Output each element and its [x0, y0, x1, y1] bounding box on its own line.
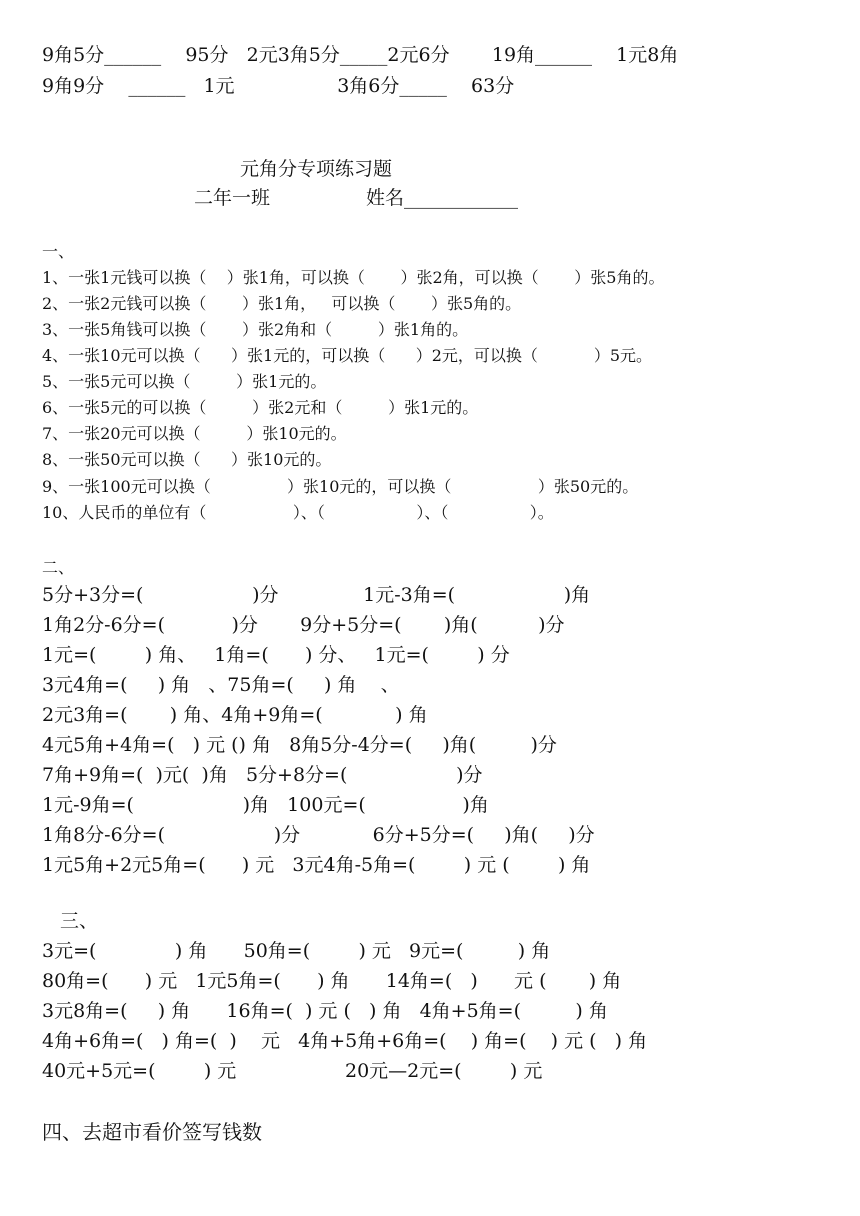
top-line-1: 9角5分______ 95分 2元3角5分_____2元6分 19角______ 1元8角 — [42, 44, 679, 66]
section-one-item: 2、一张2元钱可以换（ ）张1角， 可以换（ ）张5角的。 — [42, 294, 522, 313]
section-one-item: 8、一张50元可以换（ ）张10元的。 — [42, 450, 332, 469]
class-name: 二年一班 — [194, 187, 271, 209]
section-two-item: 7角+9角=( )元( )角 5分+8分=( )分 — [42, 764, 483, 786]
section-four-heading: 四、去超市看价签写钱数 — [42, 1120, 262, 1144]
section-one-item: 1、一张1元钱可以换（ ）张1角，可以换（ ）张2角，可以换（ ）张5角的。 — [42, 268, 665, 287]
section-three-item: 40元+5元=( ) 元 20元—2元=( ) 元 — [42, 1060, 543, 1082]
section-two-heading: 二、 — [42, 558, 75, 577]
section-three-heading: 三、 — [60, 910, 99, 932]
page-title: 元角分专项练习题 — [240, 158, 393, 180]
section-one-item: 9、一张100元可以换（ ）张10元的，可以换（ ）张50元的。 — [42, 477, 639, 496]
section-two-item: 1角8分-6分=( )分 6分+5分=( )角( )分 — [42, 824, 595, 846]
section-two-item: 1元=( ) 角、 1角=( ) 分、 1元=( ) 分 — [42, 644, 510, 666]
section-three-item: 3元8角=( ) 角 16角=( ) 元 ( ) 角 4角+5角=( ) 角 — [42, 1000, 608, 1022]
section-one-heading: 一、 — [42, 242, 75, 261]
section-two-item: 1角2分-6分=( )分 9分+5分=( )角( )分 — [42, 614, 565, 636]
section-one-item: 5、一张5元可以换（ ）张1元的。 — [42, 372, 327, 391]
section-one-item: 10、人民币的单位有（ ）、（ ）、（ ）。 — [42, 503, 554, 522]
section-one-item: 7、一张20元可以换（ ）张10元的。 — [42, 424, 347, 443]
student-name-field: 姓名____________ — [366, 187, 519, 209]
section-two-item: 4元5角+4角=( ) 元 () 角 8角5分-4分=( )角( )分 — [42, 734, 557, 756]
section-two-item: 1元5角+2元5角=( ) 元 3元4角-5角=( ) 元 ( ) 角 — [42, 854, 591, 876]
section-three-item: 3元=( ) 角 50角=( ) 元 9元=( ) 角 — [42, 940, 551, 962]
section-one-item: 4、一张10元可以换（ ）张1元的，可以换（ ）2元，可以换（ ）5元。 — [42, 346, 653, 365]
section-three-item: 80角=( ) 元 1元5角=( ) 角 14角=( ) 元 ( ) 角 — [42, 970, 622, 992]
section-one-item: 6、一张5元的可以换（ ）张2元和（ ）张1元的。 — [42, 398, 479, 417]
top-line-2: 9角9分 ______ 1元 3角6分_____ 63分 — [42, 75, 515, 97]
section-three-item: 4角+6角=( ) 角=( ) 元 4角+5角+6角=( ) 角=( ) 元 ( ) 角 — [42, 1030, 648, 1052]
section-two-item: 2元3角=( ) 角、4角+9角=( ) 角 — [42, 704, 428, 726]
section-two-item: 5分+3分=( )分 1元-3角=( )角 — [42, 584, 591, 606]
section-two-item: 1元-9角=( )角 100元=( )角 — [42, 794, 489, 816]
section-two-item: 3元4角=( ) 角 、75角=( ) 角 、 — [42, 674, 400, 696]
section-one-item: 3、一张5角钱可以换（ ）张2角和（ ）张1角的。 — [42, 320, 469, 339]
